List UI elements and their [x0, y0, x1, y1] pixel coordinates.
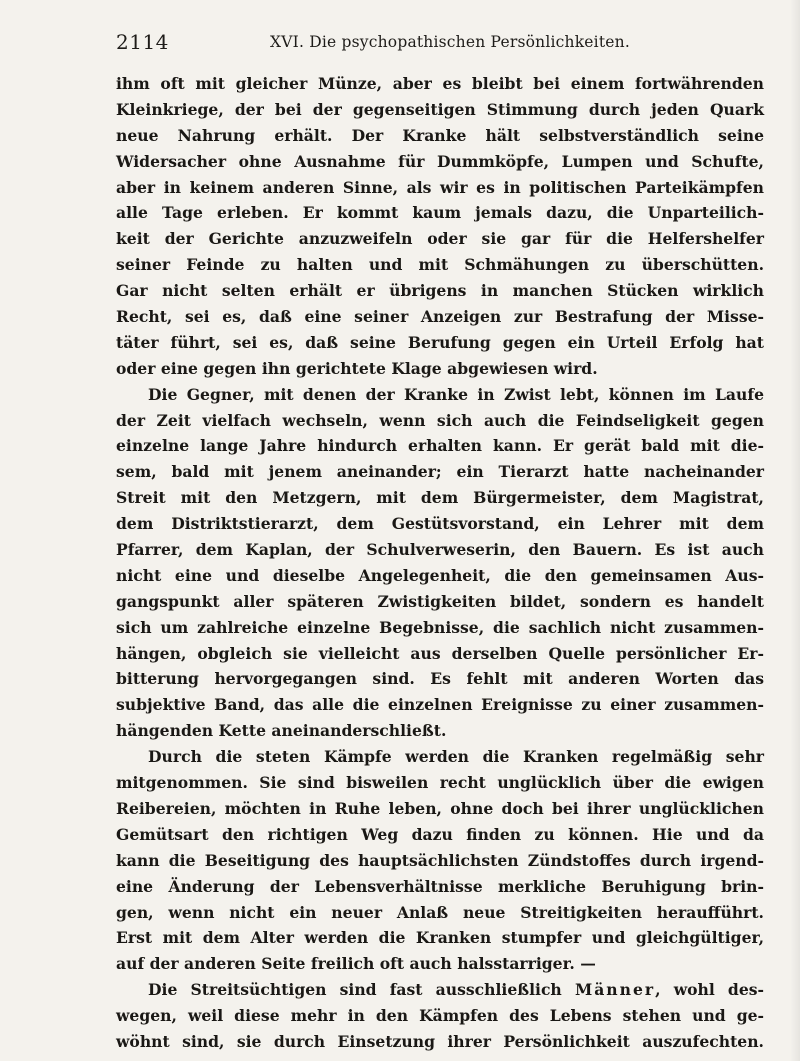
text-line: der Zeit vielfach wechseln, wenn sich auch die Feindseligkeit gegen — [116, 410, 764, 430]
text-line: Die Gegner, mit denen der Kranke in Zwist lebt, können im Laufe — [148, 384, 764, 404]
text-line: sem, bald mit jenem aneinander; ein Tierarzt hatte nacheinander — [116, 462, 764, 482]
text-line: täter führt, sei es, daß seine Berufung gegen ein Urteil Erfolg hat — [116, 332, 764, 352]
text-line: Widersacher ohne Ausnahme für Dummköpfe, Lumpen und Schufte, — [116, 151, 764, 171]
text-line: dem Distriktstierarzt, dem Gestütsvorstand, ein Lehrer mit dem — [116, 514, 764, 534]
text-line: gangspunkt aller späteren Zwistigkeiten bildet, sondern es handelt — [116, 591, 764, 611]
text-fragment: , wohl des- — [655, 980, 765, 1000]
text-line: Streit mit den Metzgern, mit dem Bürgermeister, dem Magistrat, — [116, 488, 764, 508]
text-line: Kleinkriege, der bei der gegenseitigen Stimmung durch jeden Quark — [116, 99, 764, 119]
text-line: ihm oft mit gleicher Münze, aber es bleibt bei einem fortwährenden — [116, 74, 764, 93]
text-line: sich um zahlreiche einzelne Begebnisse, die sachlich nicht zusammen- — [116, 617, 764, 637]
text-line: Recht, sei es, daß eine seiner Anzeigen zur Bestrafung der Misse- — [116, 307, 764, 327]
text-line: einzelne lange Jahre hindurch erhalten kann. Er gerät bald mit die- — [116, 436, 764, 456]
page-number: 2114 — [116, 30, 169, 54]
text-line: Reibereien, möchten in Ruhe leben, ohne doch bei ihrer unglücklichen — [116, 798, 764, 818]
text-line: Gar nicht selten erhält er übrigens in manchen Stücken wirklich — [116, 281, 764, 301]
text-line: bitterung hervorgegangen sind. Es fehlt mit anderen Worten das — [116, 669, 764, 689]
text-line: alle Tage erleben. Er kommt kaum jemals dazu, die Unparteilich- — [116, 203, 764, 223]
text-line: hängenden Kette aneinanderschließt. — [116, 721, 447, 741]
text-line: oder eine gegen ihn gerichtete Klage abgewiesen wird. — [116, 358, 598, 378]
text-line: keit der Gerichte anzuzweifeln oder sie gar für die Helfershelfer — [116, 229, 764, 249]
text-line: auf der anderen Seite freilich oft auch halsstarriger. — — [116, 954, 596, 974]
text-line: aber in keinem anderen Sinne, als wir es in politischen Parteikämpfen — [116, 177, 764, 197]
text-line: Durch die steten Kämpfe werden die Kranken regelmäßig sehr — [148, 747, 764, 767]
text-line: eine Änderung der Lebensverhältnisse merkliche Beruhigung brin- — [116, 876, 764, 896]
emphasized-word: Männer — [574, 980, 656, 1000]
text-line: subjektive Band, das alle die einzelnen Ereignisse zu einer zusammen- — [116, 695, 764, 715]
text-line: seiner Feinde zu halten und mit Schmähungen zu überschütten. — [116, 255, 764, 275]
text-line: Pfarrer, dem Kaplan, der Schulverweserin, den Bauern. Es ist auch — [116, 540, 764, 560]
body-text — [116, 71, 764, 1055]
text-line: Erst mit dem Alter werden die Kranken stumpfer und gleichgültiger, — [116, 928, 764, 948]
text-line: gen, wenn nicht ein neuer Anlaß neue Streitigkeiten heraufführt. — [116, 902, 764, 922]
page-header — [116, 30, 756, 56]
text-line: neue Nahrung erhält. Der Kranke hält selbstverständlich seine — [116, 125, 764, 145]
text-line: wegen, weil diese mehr in den Kämpfen des Lebens stehen und ge- — [116, 1006, 764, 1026]
text-fragment: Die Streitsüchtigen sind fast ausschließlich — [148, 980, 562, 1000]
text-line: nicht eine und dieselbe Angelegenheit, die den gemeinsamen Aus- — [116, 565, 764, 585]
text-line: wöhnt sind, sie durch Einsetzung ihrer Persönlichkeit auszufechten. — [116, 1031, 764, 1051]
text-line: kann die Beseitigung des hauptsächlichsten Zündstoffes durch irgend- — [116, 850, 764, 870]
page-edge-shadow — [790, 0, 800, 1061]
text-line: mitgenommen. Sie sind bisweilen recht unglücklich über die ewigen — [116, 773, 764, 793]
text-line — [116, 977, 764, 1003]
text-line: Gemütsart den richtigen Weg dazu finden zu können. Hie und da — [116, 824, 764, 844]
running-head: XVI. Die psychopathischen Persönlichkeiten. — [270, 33, 630, 51]
text-line: hängen, obgleich sie vielleicht aus derselben Quelle persönlicher Er- — [116, 643, 764, 663]
